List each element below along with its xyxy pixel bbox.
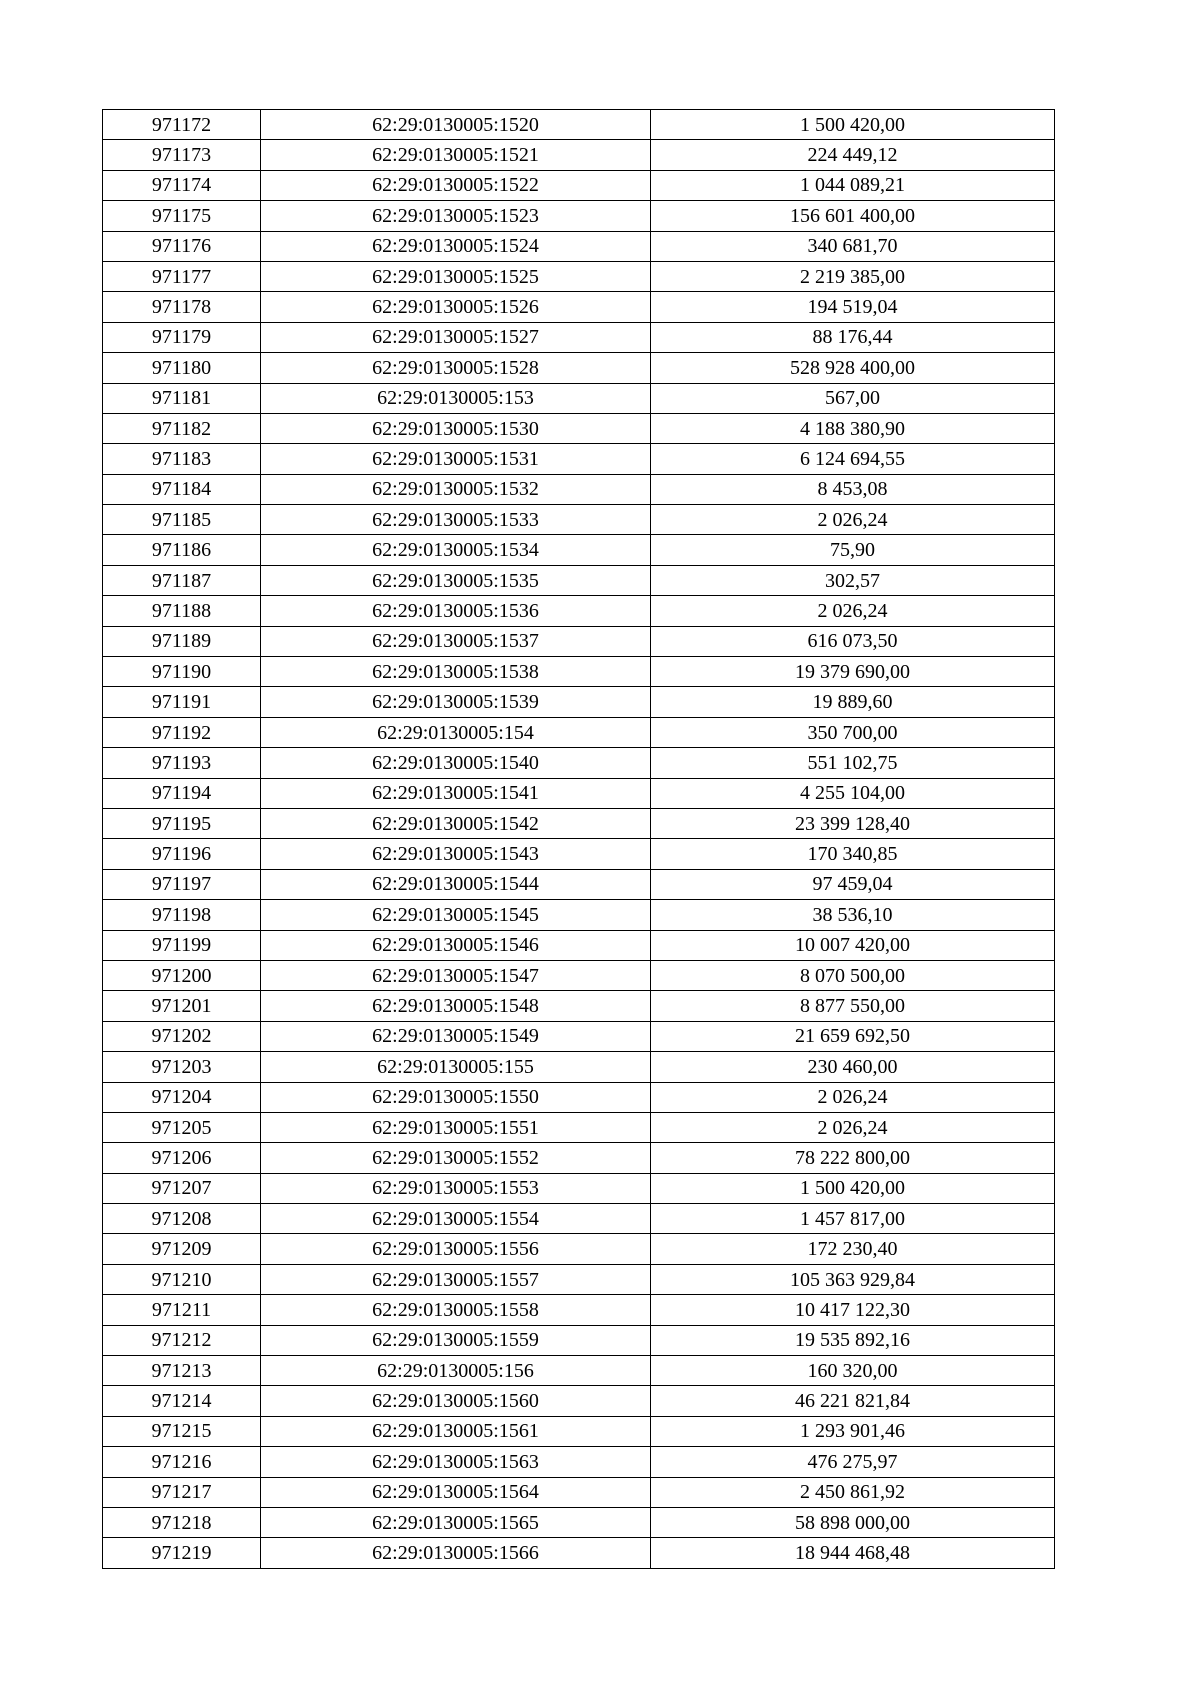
cadastral-number-cell: 62:29:0130005:1543 [261,839,651,869]
cadastral-value-cell: 230 460,00 [651,1052,1055,1082]
row-number-cell: 971211 [103,1295,261,1325]
table-body [103,110,1055,1569]
cadastral-value-cell: 194 519,04 [651,292,1055,322]
cadastral-value-cell: 528 928 400,00 [651,353,1055,383]
table-row [103,1507,1055,1537]
cadastral-value-cell: 8 877 550,00 [651,991,1055,1021]
cadastral-number-cell: 62:29:0130005:1520 [261,110,651,140]
cadastral-value-cell: 350 700,00 [651,717,1055,747]
cadastral-number-cell: 62:29:0130005:153 [261,383,651,413]
row-number-cell: 971216 [103,1447,261,1477]
table-row [103,1477,1055,1507]
row-number-cell: 971215 [103,1416,261,1446]
row-number-cell: 971217 [103,1477,261,1507]
row-number-cell: 971207 [103,1173,261,1203]
cadastral-value-cell: 8 453,08 [651,474,1055,504]
table-row [103,1447,1055,1477]
cadastral-number-cell: 62:29:0130005:1554 [261,1204,651,1234]
table-row [103,1356,1055,1386]
cadastral-value-cell: 302,57 [651,565,1055,595]
row-number-cell: 971173 [103,140,261,170]
cadastral-value-cell: 8 070 500,00 [651,960,1055,990]
cadastral-number-cell: 62:29:0130005:1566 [261,1538,651,1568]
row-number-cell: 971208 [103,1204,261,1234]
table-row [103,322,1055,352]
cadastral-number-cell: 62:29:0130005:1565 [261,1507,651,1537]
row-number-cell: 971204 [103,1082,261,1112]
row-number-cell: 971194 [103,778,261,808]
row-number-cell: 971192 [103,717,261,747]
cadastral-value-cell: 97 459,04 [651,869,1055,899]
cadastral-value-cell: 10 417 122,30 [651,1295,1055,1325]
row-number-cell: 971206 [103,1143,261,1173]
row-number-cell: 971189 [103,626,261,656]
row-number-cell: 971184 [103,474,261,504]
cadastral-value-cell: 2 219 385,00 [651,261,1055,291]
cadastral-number-cell: 62:29:0130005:1557 [261,1264,651,1294]
table-row [103,808,1055,838]
cadastral-number-cell: 62:29:0130005:1535 [261,565,651,595]
cadastral-number-cell: 62:29:0130005:1563 [261,1447,651,1477]
cadastral-value-cell: 21 659 692,50 [651,1021,1055,1051]
cadastral-number-cell: 62:29:0130005:1522 [261,170,651,200]
cadastral-number-cell: 62:29:0130005:1532 [261,474,651,504]
row-number-cell: 971210 [103,1264,261,1294]
cadastral-number-cell: 62:29:0130005:1548 [261,991,651,1021]
table-row [103,383,1055,413]
row-number-cell: 971212 [103,1325,261,1355]
row-number-cell: 971183 [103,444,261,474]
table-row [103,657,1055,687]
cadastral-number-cell: 62:29:0130005:1564 [261,1477,651,1507]
cadastral-number-cell: 62:29:0130005:1527 [261,322,651,352]
row-number-cell: 971218 [103,1507,261,1537]
row-number-cell: 971198 [103,900,261,930]
table-row [103,292,1055,322]
table-row [103,353,1055,383]
cadastral-value-cell: 18 944 468,48 [651,1538,1055,1568]
table-row [103,1082,1055,1112]
cadastral-value-cell: 2 450 861,92 [651,1477,1055,1507]
row-number-cell: 971186 [103,535,261,565]
cadastral-number-cell: 62:29:0130005:1530 [261,413,651,443]
cadastral-number-cell: 62:29:0130005:1553 [261,1173,651,1203]
cadastral-number-cell: 62:29:0130005:1550 [261,1082,651,1112]
cadastral-value-cell: 19 889,60 [651,687,1055,717]
table-row [103,1021,1055,1051]
cadastral-value-cell: 616 073,50 [651,626,1055,656]
cadastral-value-cell: 2 026,24 [651,1112,1055,1142]
cadastral-value-cell: 567,00 [651,383,1055,413]
cadastral-value-cell: 23 399 128,40 [651,808,1055,838]
cadastral-number-cell: 62:29:0130005:1528 [261,353,651,383]
row-number-cell: 971185 [103,505,261,535]
table-row [103,1173,1055,1203]
row-number-cell: 971201 [103,991,261,1021]
table-row [103,1052,1055,1082]
cadastral-value-cell: 78 222 800,00 [651,1143,1055,1173]
cadastral-number-cell: 62:29:0130005:1549 [261,1021,651,1051]
cadastral-value-cell: 2 026,24 [651,596,1055,626]
cadastral-value-cell: 1 293 901,46 [651,1416,1055,1446]
cadastral-value-cell: 160 320,00 [651,1356,1055,1386]
row-number-cell: 971190 [103,657,261,687]
cadastral-number-cell: 62:29:0130005:1534 [261,535,651,565]
cadastral-number-cell: 62:29:0130005:1537 [261,626,651,656]
table-row [103,535,1055,565]
cadastral-number-cell: 62:29:0130005:1561 [261,1416,651,1446]
cadastral-value-cell: 340 681,70 [651,231,1055,261]
table-row [103,930,1055,960]
cadastral-number-cell: 62:29:0130005:1556 [261,1234,651,1264]
table-row [103,505,1055,535]
row-number-cell: 971213 [103,1356,261,1386]
table-row [103,170,1055,200]
table-row [103,565,1055,595]
table-row [103,960,1055,990]
cadastral-number-cell: 62:29:0130005:1542 [261,808,651,838]
row-number-cell: 971202 [103,1021,261,1051]
row-number-cell: 971172 [103,110,261,140]
cadastral-number-cell: 62:29:0130005:1544 [261,869,651,899]
cadastral-value-cell: 10 007 420,00 [651,930,1055,960]
row-number-cell: 971205 [103,1112,261,1142]
cadastral-number-cell: 62:29:0130005:1536 [261,596,651,626]
table-row [103,201,1055,231]
cadastral-number-cell: 62:29:0130005:154 [261,717,651,747]
cadastral-value-cell: 1 500 420,00 [651,1173,1055,1203]
cadastral-number-cell: 62:29:0130005:1531 [261,444,651,474]
row-number-cell: 971181 [103,383,261,413]
cadastral-value-cell: 1 500 420,00 [651,110,1055,140]
table-row [103,1386,1055,1416]
row-number-cell: 971187 [103,565,261,595]
row-number-cell: 971188 [103,596,261,626]
cadastral-value-cell: 105 363 929,84 [651,1264,1055,1294]
cadastral-value-cell: 19 379 690,00 [651,657,1055,687]
cadastral-value-cell: 172 230,40 [651,1234,1055,1264]
cadastral-number-cell: 62:29:0130005:1560 [261,1386,651,1416]
table-row [103,626,1055,656]
cadastral-number-cell: 62:29:0130005:1541 [261,778,651,808]
cadastral-number-cell: 62:29:0130005:1559 [261,1325,651,1355]
cadastral-value-cell: 19 535 892,16 [651,1325,1055,1355]
row-number-cell: 971174 [103,170,261,200]
table-row [103,110,1055,140]
cadastral-number-cell: 62:29:0130005:1538 [261,657,651,687]
cadastral-number-cell: 62:29:0130005:155 [261,1052,651,1082]
cadastral-value-cell: 58 898 000,00 [651,1507,1055,1537]
cadastral-value-cell: 1 044 089,21 [651,170,1055,200]
cadastral-number-cell: 62:29:0130005:1551 [261,1112,651,1142]
table-row [103,717,1055,747]
cadastral-number-cell: 62:29:0130005:1524 [261,231,651,261]
table-row [103,1143,1055,1173]
cadastral-value-cell: 156 601 400,00 [651,201,1055,231]
cadastral-value-cell: 88 176,44 [651,322,1055,352]
table-row [103,231,1055,261]
row-number-cell: 971195 [103,808,261,838]
table-row [103,991,1055,1021]
cadastral-number-cell: 62:29:0130005:1540 [261,748,651,778]
table-row [103,140,1055,170]
row-number-cell: 971196 [103,839,261,869]
cadastral-value-cell: 75,90 [651,535,1055,565]
row-number-cell: 971179 [103,322,261,352]
cadastral-number-cell: 62:29:0130005:1552 [261,1143,651,1173]
cadastral-number-cell: 62:29:0130005:1545 [261,900,651,930]
cadastral-number-cell: 62:29:0130005:1546 [261,930,651,960]
row-number-cell: 971191 [103,687,261,717]
cadastral-value-cell: 224 449,12 [651,140,1055,170]
table-row [103,1538,1055,1568]
cadastral-value-cell: 476 275,97 [651,1447,1055,1477]
row-number-cell: 971219 [103,1538,261,1568]
cadastral-number-cell: 62:29:0130005:1547 [261,960,651,990]
table-row [103,1234,1055,1264]
table-row [103,261,1055,291]
cadastral-value-cell: 4 188 380,90 [651,413,1055,443]
table-row [103,869,1055,899]
table-row [103,1416,1055,1446]
row-number-cell: 971175 [103,201,261,231]
row-number-cell: 971197 [103,869,261,899]
table-row [103,1325,1055,1355]
row-number-cell: 971182 [103,413,261,443]
cadastral-number-cell: 62:29:0130005:1558 [261,1295,651,1325]
cadastral-value-cell: 46 221 821,84 [651,1386,1055,1416]
cadastral-number-cell: 62:29:0130005:1525 [261,261,651,291]
table-row [103,1295,1055,1325]
row-number-cell: 971200 [103,960,261,990]
table-row [103,778,1055,808]
row-number-cell: 971214 [103,1386,261,1416]
table-row [103,413,1055,443]
cadastral-number-cell: 62:29:0130005:1533 [261,505,651,535]
cadastral-value-cell: 551 102,75 [651,748,1055,778]
row-number-cell: 971209 [103,1234,261,1264]
table-row [103,1204,1055,1234]
table-row [103,596,1055,626]
table-row [103,900,1055,930]
cadastral-number-cell: 62:29:0130005:1539 [261,687,651,717]
row-number-cell: 971178 [103,292,261,322]
table-row [103,444,1055,474]
row-number-cell: 971177 [103,261,261,291]
table-row [103,474,1055,504]
cadastral-number-cell: 62:29:0130005:1521 [261,140,651,170]
row-number-cell: 971176 [103,231,261,261]
table-row [103,839,1055,869]
row-number-cell: 971203 [103,1052,261,1082]
cadastral-value-cell: 38 536,10 [651,900,1055,930]
cadastral-value-cell: 1 457 817,00 [651,1204,1055,1234]
row-number-cell: 971193 [103,748,261,778]
cadastral-value-cell: 4 255 104,00 [651,778,1055,808]
cadastral-number-cell: 62:29:0130005:156 [261,1356,651,1386]
cadastral-number-cell: 62:29:0130005:1526 [261,292,651,322]
cadastral-value-table [102,109,1055,1569]
cadastral-value-cell: 6 124 694,55 [651,444,1055,474]
row-number-cell: 971180 [103,353,261,383]
cadastral-number-cell: 62:29:0130005:1523 [261,201,651,231]
table-row [103,1264,1055,1294]
table-row [103,1112,1055,1142]
table-row [103,687,1055,717]
cadastral-value-cell: 2 026,24 [651,1082,1055,1112]
cadastral-value-cell: 170 340,85 [651,839,1055,869]
table-row [103,748,1055,778]
cadastral-value-cell: 2 026,24 [651,505,1055,535]
row-number-cell: 971199 [103,930,261,960]
